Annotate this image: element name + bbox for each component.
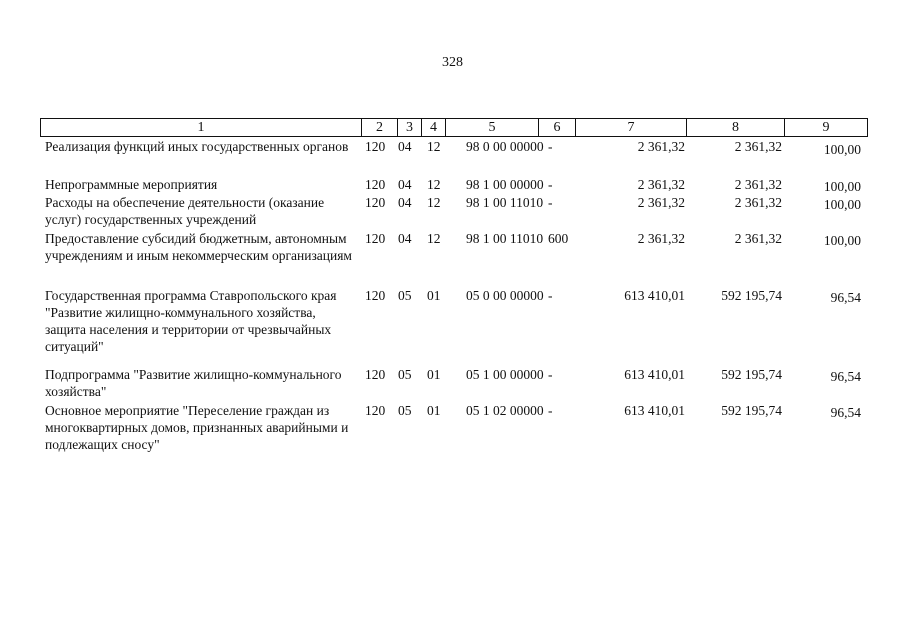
row-name: Основное мероприятие "Переселение граждан из многоквартирных домов, признанных аварийными и подлежащих сносу" [45,403,349,452]
row-code-3: 04 [398,195,412,210]
row-code-5: 98 1 00 11010 [466,231,544,246]
row-value-7: 2 361,32 [637,139,685,154]
row-code-2: 120 [365,195,386,210]
row-code-6: 600 [548,231,569,246]
row-value-8: 2 361,32 [734,139,782,154]
row-code-2: 120 [365,367,386,382]
row-value-9: 96,54 [830,405,861,420]
row-value-8: 2 361,32 [734,177,782,192]
row-value-8: 592 195,74 [721,367,782,382]
row-code-2: 120 [365,177,386,192]
row-value-7: 2 361,32 [637,177,685,192]
row-value-7: 613 410,01 [624,367,685,382]
row-value-9: 96,54 [830,369,861,384]
row-value-8: 2 361,32 [734,231,782,246]
row-code-4: 01 [427,288,441,303]
row-value-7: 613 410,01 [624,288,685,303]
row-code-4: 01 [427,403,441,418]
row-code-3: 04 [398,139,412,154]
row-code-2: 120 [365,403,386,418]
row-value-7: 613 410,01 [624,403,685,418]
row-name: Непрограммные мероприятия [45,177,218,192]
row-code-4: 12 [427,195,441,210]
row-value-9: 96,54 [830,290,861,305]
page-number: 328 [442,55,463,70]
row-name: Государственная программа Ставропольского края "Развитие жилищно-коммунального хозяйства, защита населения и территории от чрезвычайных ситуаций" [45,288,337,354]
row-code-6: - [548,288,553,303]
row-value-9: 100,00 [823,142,861,157]
row-code-6: - [548,139,553,154]
row-code-3: 05 [398,403,412,418]
row-code-3: 04 [398,177,412,192]
row-code-5: 05 1 00 00000 [466,367,544,382]
column-header-5: 5 [445,119,538,136]
row-value-9: 100,00 [823,233,861,248]
row-code-6: - [548,403,553,418]
row-code-6: - [548,177,553,192]
row-value-8: 592 195,74 [721,403,782,418]
row-code-4: 12 [427,139,441,154]
row-code-6: - [548,367,553,382]
row-code-5: 98 0 00 00000 [466,139,544,154]
row-code-4: 12 [427,231,441,246]
row-code-6: - [548,195,553,210]
row-code-2: 120 [365,139,386,154]
column-header-8: 8 [686,119,784,136]
row-name: Расходы на обеспечение деятельности (оказание услуг) государственных учреждений [45,195,325,227]
column-header-6: 6 [538,119,575,136]
row-code-4: 12 [427,177,441,192]
row-value-7: 2 361,32 [637,231,685,246]
row-value-8: 592 195,74 [721,288,782,303]
row-code-3: 05 [398,288,412,303]
row-code-5: 05 0 00 00000 [466,288,544,303]
row-code-3: 04 [398,231,412,246]
row-value-7: 2 361,32 [637,195,685,210]
column-header-3: 3 [397,119,421,136]
row-code-5: 05 1 02 00000 [466,403,544,418]
row-code-4: 01 [427,367,441,382]
row-code-2: 120 [365,288,386,303]
column-header-9: 9 [784,119,867,136]
row-value-8: 2 361,32 [734,195,782,210]
column-header-2: 2 [361,119,397,136]
row-value-9: 100,00 [823,197,861,212]
row-code-3: 05 [398,367,412,382]
row-value-9: 100,00 [823,179,861,194]
column-header-4: 4 [421,119,445,136]
row-name: Реализация функций иных государственных органов [45,139,349,154]
row-code-5: 98 1 00 00000 [466,177,544,192]
row-name: Предоставление субсидий бюджетным, автономным учреждениям и иным некоммерческим организациям [45,231,352,263]
row-name: Подпрограмма "Развитие жилищно-коммунального хозяйства" [45,367,342,399]
row-code-5: 98 1 00 11010 [466,195,544,210]
column-header-7: 7 [575,119,686,136]
row-code-2: 120 [365,231,386,246]
column-header-1: 1 [197,120,205,135]
table-header [40,118,868,137]
